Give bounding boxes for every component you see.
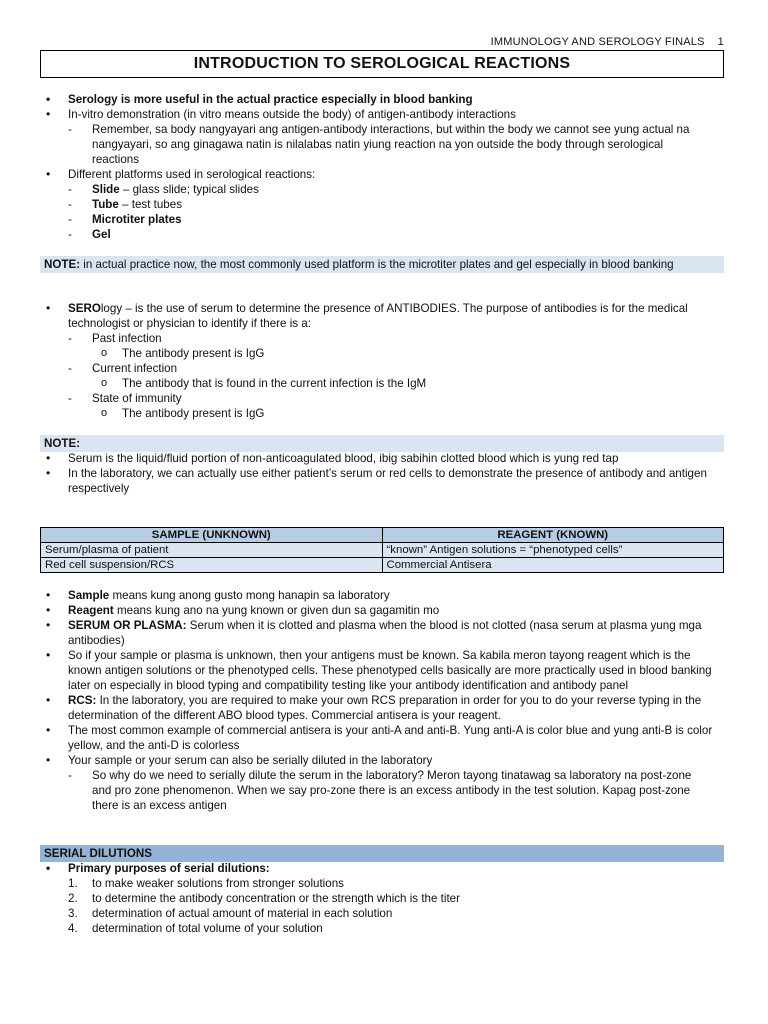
serial-purpose-item: 2. to determine the antibody concentration or the strength which is the titer xyxy=(68,892,460,905)
antibody-note: o The antibody present is IgG xyxy=(40,406,724,421)
definition-antisera: • The most common example of commercial antisera is your anti-A and anti-B. Yung anti-A is color blue and yung anti-B is color yellow, and the anti-D is colorless xyxy=(40,723,724,753)
platform-item: - Slide – glass slide; typical slides xyxy=(40,182,724,197)
table-row xyxy=(41,543,724,558)
serology-definition: • SEROlogy – is the use of serum to determine the presence of ANTIBODIES. The purpose of antibodies is for the medical technologist or physician to identify if there is a: xyxy=(40,301,724,331)
note-text: in actual practice now, the most commonly used platform is the microtiter plates and gel especially in blood banking xyxy=(80,258,674,271)
antibody-note: o The antibody that is found in the current infection is the IgM xyxy=(40,376,724,391)
table-header: REAGENT (KNOWN) xyxy=(382,528,724,543)
serial-dilutions-section xyxy=(40,861,724,936)
intro-bullet-1: • Serology is more useful in the actual practice especially in blood banking xyxy=(40,92,724,107)
table-row xyxy=(41,558,724,573)
intro-bullet-3: • Different platforms used in serological reactions: xyxy=(40,167,724,182)
sample-reagent-table xyxy=(40,527,724,573)
serial-purpose-item: 3. determination of actual amount of material in each solution xyxy=(68,907,393,920)
infection-type: - State of immunity xyxy=(40,391,724,406)
serology-section xyxy=(40,301,724,421)
definition-sample: • Sample means kung anong gusto mong hanapin sa laboratory xyxy=(40,588,724,603)
page-title: INTRODUCTION TO SEROLOGICAL REACTIONS xyxy=(40,50,724,78)
table-cell: Red cell suspension/RCS xyxy=(41,558,383,573)
table-header-row xyxy=(41,528,724,543)
definition-dilute: • Your sample or your serum can also be serially diluted in the laboratory xyxy=(40,753,724,768)
definition-rcs: • RCS: In the laboratory, you are required to make your own RCS preparation in order for you to do your reverse typing in the determination of the different ABO blood types. Commercial antisera is your reagent. xyxy=(40,693,724,723)
definition-serum-plasma: • SERUM OR PLASMA: Serum when it is clotted and plasma when the blood is not clotted (nasa serum at plasma yung mga antibodies) xyxy=(40,618,724,648)
note-bullet: • In the laboratory, we can actually use either patient’s serum or red cells to demonstrate the presence of antibody and antigen respectively xyxy=(40,466,724,496)
serial-purposes-label: • Primary purposes of serial dilutions: xyxy=(40,861,724,876)
platform-item: - Microtiter plates xyxy=(40,212,724,227)
infection-type: - Current infection xyxy=(40,361,724,376)
serial-purpose-item: 1. to make weaker solutions from stronger solutions xyxy=(68,877,344,890)
definition-unknown: • So if your sample or plasma is unknown, then your antigens must be known. Sa kabila meron tayong reagent which is the known antigen solutions or the phenotyped cells. These phenotyped cells basically are more practically used in blood banking later on especially in blood typing and compatibility testing like your antibody identification and antibody panel xyxy=(40,648,724,693)
note-bullet: • Serum is the liquid/fluid portion of non-anticoagulated blood, ibig sabihin clotted blood which is yung red tap xyxy=(40,451,724,466)
running-header xyxy=(40,36,724,48)
platform-item: - Tube – test tubes xyxy=(40,197,724,212)
note-label: NOTE: xyxy=(44,258,81,271)
antibody-note: o The antibody present is IgG xyxy=(40,346,724,361)
intro-sub-bullet: - Remember, sa body nangyayari ang antigen-antibody interactions, but within the body we cannot see yung actual na nangyayari, so ang ginagawa natin is nilalabas natin yiung reaction na yon outside the body through serological reactions xyxy=(40,122,724,167)
page-number: 1 xyxy=(717,36,724,48)
infection-type: - Past infection xyxy=(40,331,724,346)
intro-bullet-2: • In-vitro demonstration (in vitro means outside the body) of antigen-antibody interactions xyxy=(40,107,724,122)
running-title: IMMUNOLOGY AND SEROLOGY FINALS xyxy=(490,36,705,48)
definition-reagent: • Reagent means kung ano na yung known or given dun sa gagamitin mo xyxy=(40,603,724,618)
platform-item: - Gel xyxy=(40,227,724,242)
serial-dilutions-heading: SERIAL DILUTIONS xyxy=(40,845,724,862)
table-cell: “known” Antigen solutions = “phenotyped cells” xyxy=(382,543,724,558)
definitions-section xyxy=(40,588,724,813)
serial-purpose-item: 4. determination of total volume of your solution xyxy=(68,922,323,935)
table-cell: Serum/plasma of patient xyxy=(41,543,383,558)
intro-section xyxy=(40,92,724,242)
table-header: SAMPLE (UNKNOWN) xyxy=(41,528,383,543)
note-label-serum: NOTE: xyxy=(40,435,724,452)
note-box-platform xyxy=(40,256,724,273)
note-serum-section xyxy=(40,451,724,496)
table-cell: Commercial Antisera xyxy=(382,558,724,573)
dilute-sub-bullet: - So why do we need to serially dilute the serum in the laboratory? Meron tayong tinatawag sa laboratory na post-zone and pro zone phenomenon. When we say pro-zone there is an excess antibody in the test solution. Kapag post-zone there is an excess antigen xyxy=(40,768,724,813)
